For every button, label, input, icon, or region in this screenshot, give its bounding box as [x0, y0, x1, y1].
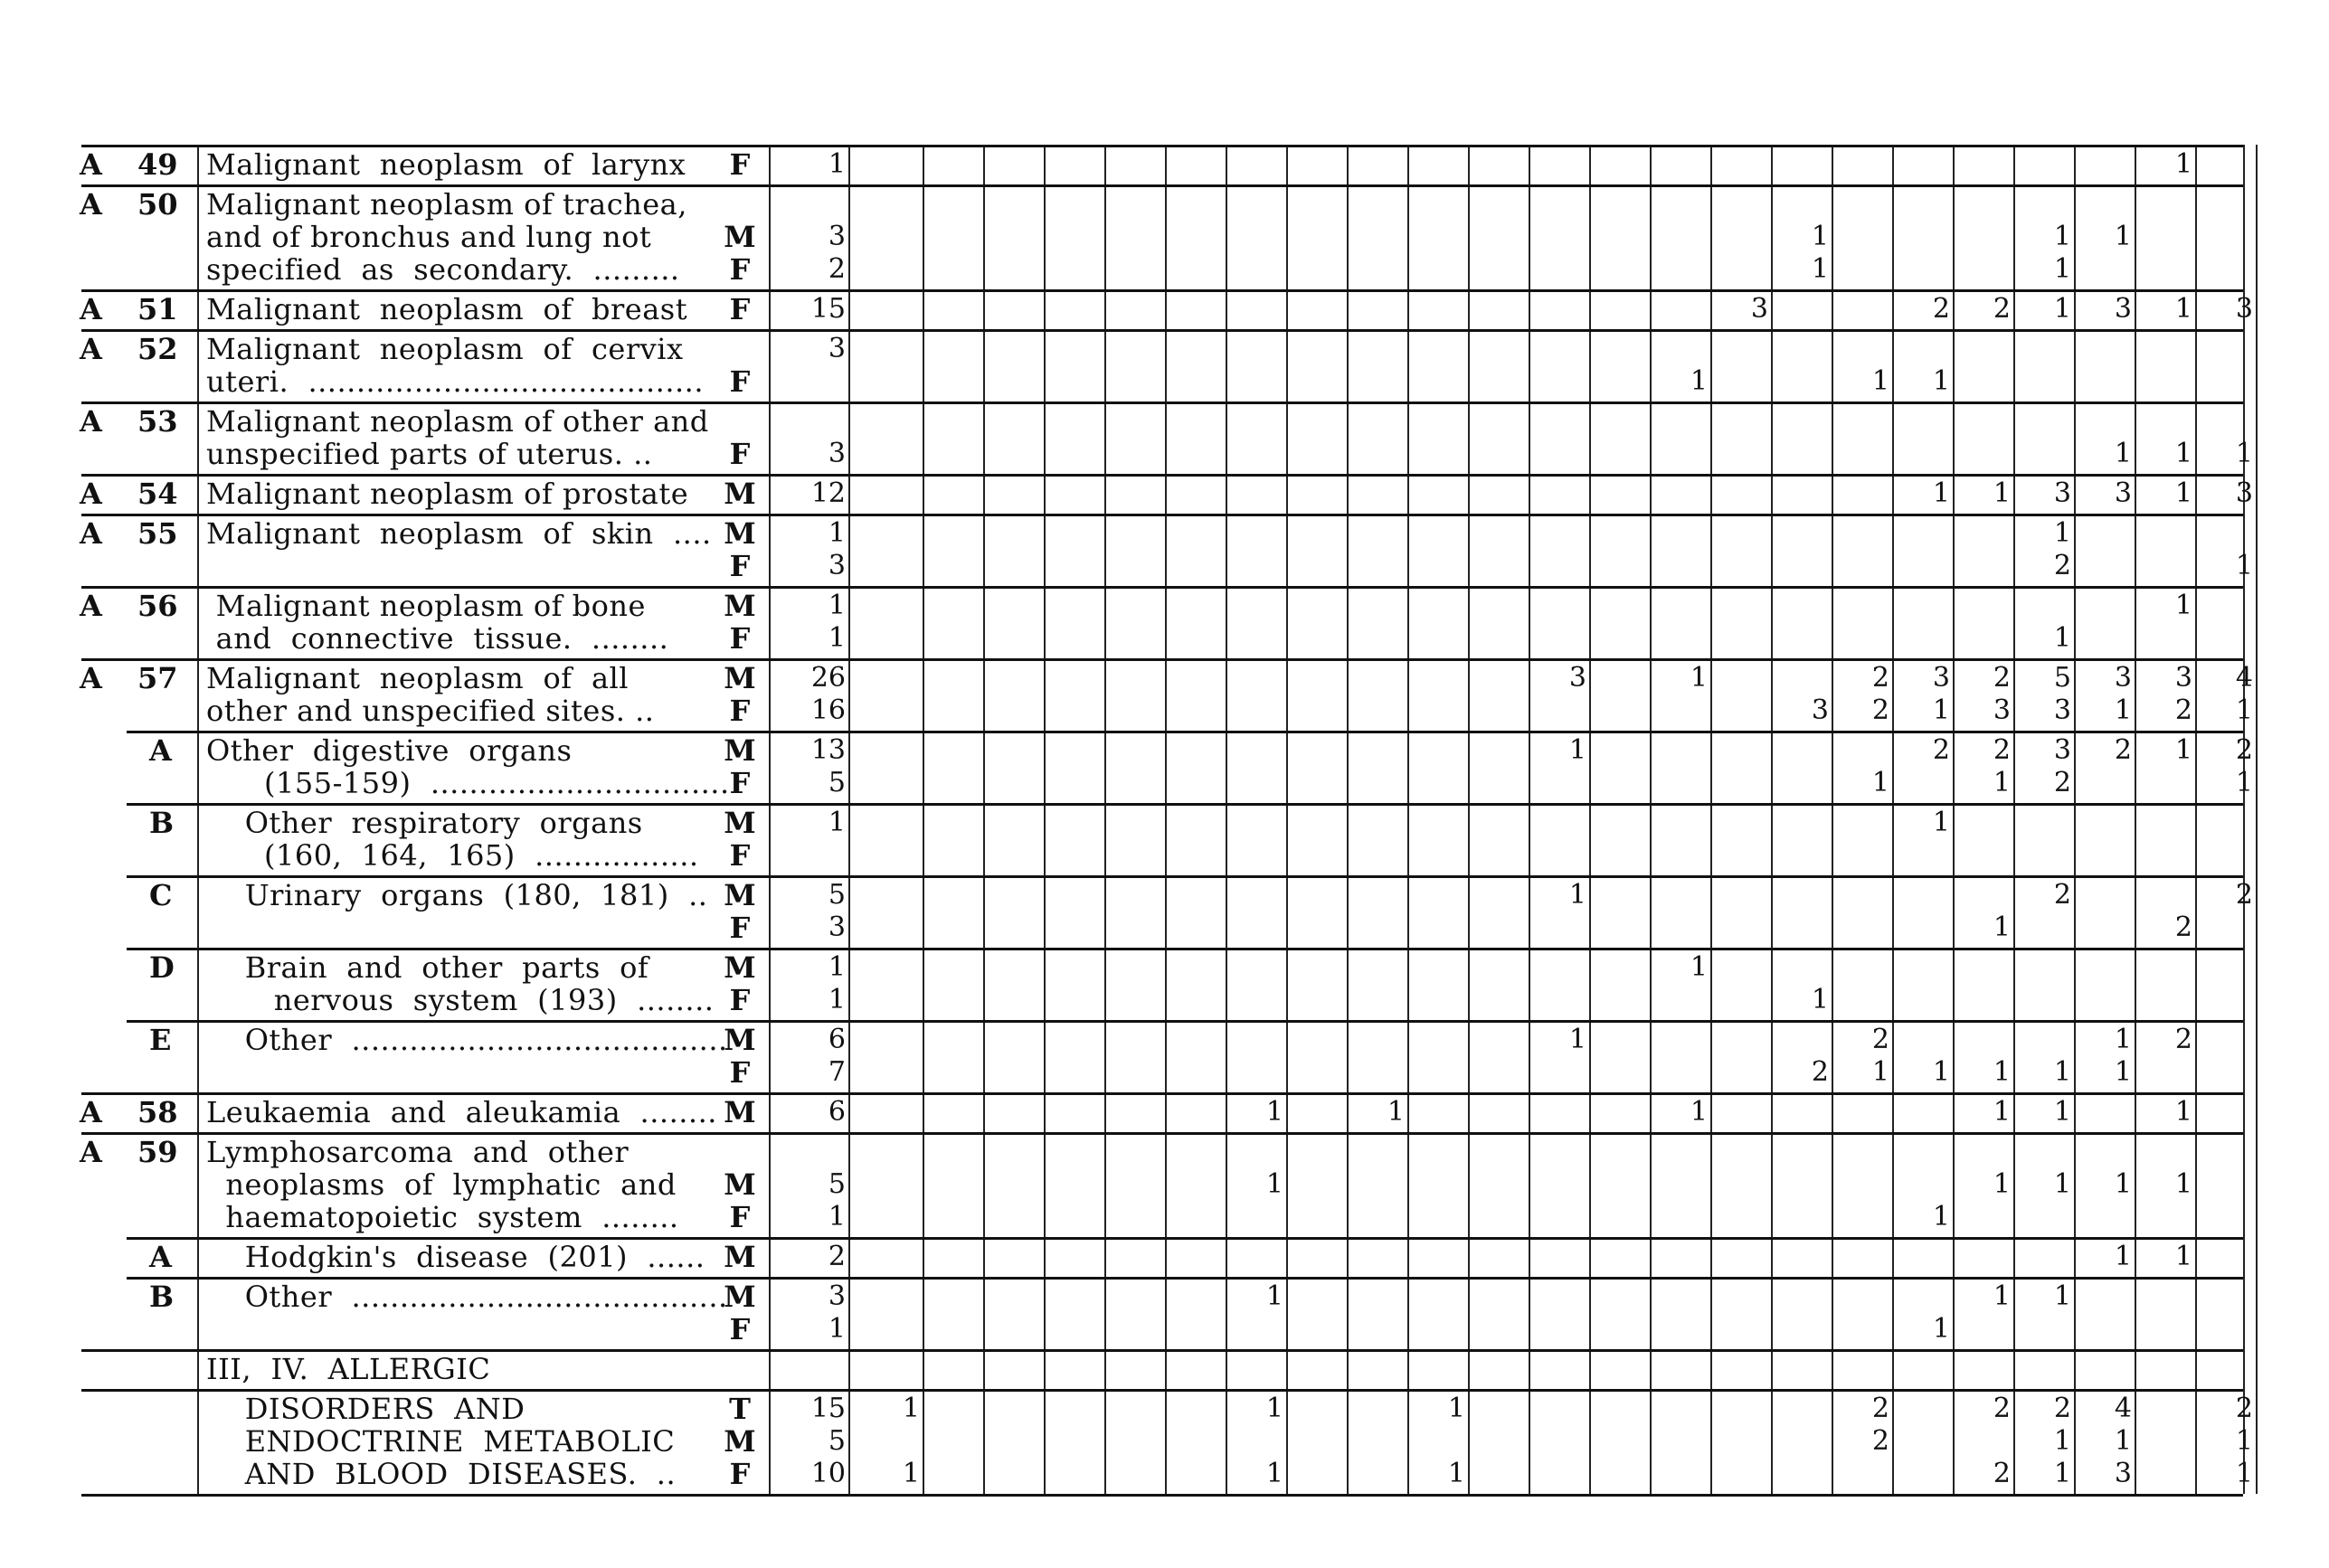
- grid-column-rule: [1650, 145, 1652, 1494]
- row-code: B: [149, 806, 175, 840]
- row-code: 56: [137, 589, 178, 623]
- row-letter: A: [80, 516, 102, 551]
- sex-label: M: [724, 1023, 756, 1057]
- grid-column-rule: [2135, 145, 2136, 1494]
- age-cell-value: 2: [2114, 734, 2132, 766]
- cause-text: and of bronchus and lung not: [206, 220, 652, 254]
- age-cell-value: 2: [1932, 734, 1950, 766]
- sex-label: M: [724, 1095, 756, 1129]
- cause-text: nervous system (193) ........: [206, 983, 715, 1017]
- age-cell-value: 2: [1871, 1425, 1889, 1457]
- total-value: 3: [828, 550, 846, 581]
- grid-column-rule: [1953, 145, 1955, 1494]
- age-cell-value: 1: [2053, 1425, 2071, 1457]
- age-cell-value: 1: [1932, 477, 1950, 509]
- total-value: 1: [828, 807, 846, 838]
- cause-text: ENDOCTRINE METABOLIC: [206, 1424, 676, 1459]
- sex-label: F: [729, 252, 751, 287]
- age-cell-value: 1: [2053, 1280, 2071, 1312]
- row-letter: A: [80, 477, 102, 511]
- age-cell-value: 4: [2114, 1393, 2132, 1424]
- sex-column-rule: [769, 145, 771, 1494]
- age-cell-value: 1: [2114, 1241, 2132, 1272]
- grid-column-rule: [2074, 145, 2076, 1494]
- grid-column-rule: [1226, 145, 1227, 1494]
- cause-text: Hodgkin's disease (201) ......: [206, 1240, 705, 1274]
- age-cell-value: 1: [2114, 1168, 2132, 1200]
- age-cell-value: 1: [1811, 253, 1829, 285]
- age-cell-value: 1: [2053, 1458, 2071, 1489]
- age-cell-value: 2: [2235, 879, 2253, 911]
- age-cell-value: 1: [2114, 1056, 2132, 1088]
- age-cell-value: 1: [2174, 1241, 2192, 1272]
- age-cell-value: 2: [1993, 734, 2011, 766]
- age-cell-value: 2: [1871, 662, 1889, 694]
- age-cell-value: 1: [2174, 148, 2192, 180]
- cause-text: Malignant neoplasm of all: [206, 661, 630, 695]
- sex-label: F: [729, 838, 751, 873]
- age-cell-value: 1: [2053, 253, 2071, 285]
- age-cell-value: 3: [1932, 662, 1950, 694]
- sex-label: M: [724, 950, 756, 985]
- grid-column-rule: [1710, 145, 1712, 1494]
- row-letter: A: [80, 332, 102, 366]
- cause-text: DISORDERS AND: [206, 1392, 525, 1426]
- total-value: 2: [828, 253, 846, 285]
- row-code: E: [149, 1023, 172, 1057]
- total-value: 1: [828, 984, 846, 1015]
- age-cell-value: 1: [2114, 1024, 2132, 1055]
- cause-text: Other .......................................: [206, 1280, 728, 1314]
- age-cell-value: 1: [1993, 477, 2011, 509]
- total-value: 1: [828, 517, 846, 549]
- total-value: 5: [828, 1425, 846, 1457]
- age-cell-value: 1: [1568, 734, 1586, 766]
- grid-column-rule: [1771, 145, 1773, 1494]
- age-cell-value: 2: [1932, 293, 1950, 325]
- age-cell-value: 2: [1993, 1393, 2011, 1424]
- age-cell-value: 1: [2053, 221, 2071, 252]
- age-cell-value: 1: [2114, 1425, 2132, 1457]
- total-value: 1: [828, 148, 846, 180]
- cause-column-rule: [197, 145, 199, 1494]
- grid-column-rule: [1892, 145, 1894, 1494]
- age-cell-value: 1: [1871, 767, 1889, 798]
- row-letter: A: [80, 187, 102, 222]
- cause-text: other and unspecified sites. ..: [206, 694, 655, 728]
- age-cell-value: 1: [2174, 438, 2192, 469]
- cause-text: Malignant neoplasm of prostate: [206, 477, 689, 511]
- age-cell-value: 1: [902, 1458, 920, 1489]
- total-value: 6: [828, 1096, 846, 1128]
- row-code: A: [149, 733, 172, 768]
- row-code: 50: [137, 187, 178, 222]
- age-cell-value: 1: [2053, 293, 2071, 325]
- grid-column-rule: [923, 145, 924, 1494]
- row-letter: A: [80, 589, 102, 623]
- sex-label: M: [724, 1240, 756, 1274]
- age-cell-value: 2: [1993, 1458, 2011, 1489]
- grid-column-rule: [1286, 145, 1288, 1494]
- age-cell-value: 2: [1811, 1056, 1829, 1088]
- age-cell-value: 3: [2114, 477, 2132, 509]
- age-cell-value: 1: [2174, 590, 2192, 621]
- cause-text: unspecified parts of uterus. ..: [206, 437, 653, 471]
- age-cell-value: 1: [1811, 221, 1829, 252]
- age-cell-value: 4: [2235, 662, 2253, 694]
- cause-text: Malignant neoplasm of trachea,: [206, 187, 687, 222]
- cause-text: and connective tissue. ........: [206, 621, 669, 656]
- age-cell-value: 3: [1568, 662, 1586, 694]
- age-cell-value: 3: [1811, 694, 1829, 726]
- sex-label: M: [724, 1424, 756, 1459]
- total-value: 15: [810, 293, 846, 325]
- table-bottom-rule: [81, 1494, 2243, 1497]
- age-cell-value: 1: [2235, 767, 2253, 798]
- grid-column-rule: [1165, 145, 1167, 1494]
- cause-text: Other .......................................: [206, 1023, 728, 1057]
- age-cell-value: 1: [1932, 1056, 1950, 1088]
- grid-column-rule: [1832, 145, 1833, 1494]
- sex-label: F: [729, 549, 751, 583]
- total-value: 3: [828, 221, 846, 252]
- total-value: 1: [828, 1313, 846, 1345]
- grid-column-rule: [2195, 145, 2197, 1494]
- age-cell-value: 1: [2235, 1425, 2253, 1457]
- age-cell-value: 1: [2114, 694, 2132, 726]
- total-value: 1: [828, 951, 846, 983]
- sex-label: F: [729, 621, 751, 656]
- sex-label: M: [724, 878, 756, 912]
- age-cell-value: 1: [1265, 1168, 1283, 1200]
- age-cell-value: 2: [1993, 293, 2011, 325]
- age-cell-value: 2: [1993, 662, 2011, 694]
- age-cell-value: 2: [2174, 694, 2192, 726]
- age-cell-value: 1: [1993, 767, 2011, 798]
- total-value: 7: [828, 1056, 846, 1088]
- age-cell-value: 2: [1871, 694, 1889, 726]
- cause-text: Malignant neoplasm of other and: [206, 404, 709, 439]
- row-letter: A: [80, 404, 102, 439]
- sex-label: F: [729, 292, 751, 326]
- age-cell-value: 1: [1993, 1168, 2011, 1200]
- sex-label: M: [724, 733, 756, 768]
- row-code: D: [149, 950, 175, 985]
- sex-label: M: [724, 1280, 756, 1314]
- row-code: A: [149, 1240, 172, 1274]
- cause-text: uteri. .........................................: [206, 364, 704, 399]
- age-cell-value: 1: [1447, 1393, 1465, 1424]
- total-value: 2: [828, 1241, 846, 1272]
- age-cell-value: 2: [2235, 734, 2253, 766]
- age-cell-value: 1: [2235, 694, 2253, 726]
- row-code: 52: [137, 332, 178, 366]
- age-cell-value: 1: [1690, 365, 1708, 397]
- total-value: 5: [828, 1168, 846, 1200]
- age-cell-value: 2: [2174, 912, 2192, 943]
- row-letter: A: [80, 292, 102, 326]
- grid-column-rule: [1347, 145, 1349, 1494]
- age-cell-value: 1: [1265, 1393, 1283, 1424]
- age-cell-value: 1: [1265, 1096, 1283, 1128]
- sex-label: F: [729, 437, 751, 471]
- age-cell-value: 3: [2114, 293, 2132, 325]
- row-code: 49: [137, 147, 178, 182]
- age-cell-value: 3: [2235, 477, 2253, 509]
- sex-label: M: [724, 661, 756, 695]
- cause-text: Malignant neoplasm of larynx: [206, 147, 686, 182]
- age-cell-value: 2: [2053, 767, 2071, 798]
- total-value: 13: [810, 734, 846, 766]
- total-value: 3: [828, 438, 846, 469]
- cause-text: Other respiratory organs: [206, 806, 643, 840]
- age-cell-value: 1: [2235, 438, 2253, 469]
- age-cell-value: 1: [2174, 477, 2192, 509]
- cause-text: Malignant neoplasm of bone: [206, 589, 646, 623]
- age-cell-value: 1: [1447, 1458, 1465, 1489]
- row-code: 53: [137, 404, 178, 439]
- age-cell-value: 1: [2053, 622, 2071, 654]
- cause-text: Malignant neoplasm of breast: [206, 292, 688, 326]
- grid-column-rule: [2256, 145, 2258, 1494]
- age-cell-value: 2: [2053, 879, 2071, 911]
- total-value: 1: [828, 1201, 846, 1233]
- age-cell-value: 1: [1932, 807, 1950, 838]
- total-value: 6: [828, 1024, 846, 1055]
- sex-label: F: [729, 1457, 751, 1491]
- age-cell-value: 1: [1265, 1280, 1283, 1312]
- grid-column-rule: [1468, 145, 1470, 1494]
- age-cell-value: 1: [2053, 1096, 2071, 1128]
- sex-label: F: [729, 1200, 751, 1234]
- age-cell-value: 1: [1387, 1096, 1405, 1128]
- cause-text: (160, 164, 165) .................: [206, 838, 699, 873]
- cause-text: (155-159) ...............................: [206, 766, 730, 800]
- age-cell-value: 1: [1811, 984, 1829, 1015]
- sex-label: F: [729, 1312, 751, 1346]
- age-cell-value: 1: [1932, 694, 1950, 726]
- sex-label: M: [724, 220, 756, 254]
- sex-label: M: [724, 1167, 756, 1202]
- age-cell-value: 1: [1871, 1056, 1889, 1088]
- sex-label: F: [729, 147, 751, 182]
- age-cell-value: 1: [1932, 1313, 1950, 1345]
- row-code: 51: [137, 292, 178, 326]
- age-cell-value: 2: [1871, 1393, 1889, 1424]
- row-code: C: [149, 878, 173, 912]
- row-code: B: [149, 1280, 175, 1314]
- row-letter: A: [80, 1095, 102, 1129]
- cause-text: specified as secondary. .........: [206, 252, 680, 287]
- total-value: 12: [810, 477, 846, 509]
- grid-column-rule: [1589, 145, 1591, 1494]
- total-value: 1: [828, 622, 846, 654]
- cause-text: haematopoietic system ........: [206, 1200, 679, 1234]
- grid-column-rule: [1044, 145, 1046, 1494]
- age-cell-value: 3: [2235, 293, 2253, 325]
- age-cell-value: 1: [2235, 550, 2253, 581]
- grid-column-rule: [2013, 145, 2015, 1494]
- row-code: 54: [137, 477, 178, 511]
- total-value: 10: [810, 1458, 846, 1489]
- age-cell-value: 1: [2053, 1168, 2071, 1200]
- age-cell-value: 1: [1993, 1096, 2011, 1128]
- age-cell-value: 1: [2174, 1096, 2192, 1128]
- total-value: 3: [828, 1280, 846, 1312]
- age-cell-value: 1: [2053, 517, 2071, 549]
- sex-label: M: [724, 806, 756, 840]
- age-cell-value: 3: [2114, 662, 2132, 694]
- table-right-rule: [2243, 145, 2245, 1494]
- cause-text: Urinary organs (180, 181) ..: [206, 878, 708, 912]
- age-cell-value: 1: [1568, 879, 1586, 911]
- grid-column-rule: [1104, 145, 1106, 1494]
- age-cell-value: 1: [1690, 951, 1708, 983]
- sex-label: F: [729, 1055, 751, 1090]
- row-code: 55: [137, 516, 178, 551]
- sex-label: F: [729, 983, 751, 1017]
- sex-label: M: [724, 516, 756, 551]
- cause-text: neoplasms of lymphatic and: [206, 1167, 677, 1202]
- cause-text: Brain and other parts of: [206, 950, 649, 985]
- cause-text: Malignant neoplasm of skin ....: [206, 516, 712, 551]
- age-cell-value: 1: [1932, 365, 1950, 397]
- grid-column-rule: [1529, 145, 1530, 1494]
- total-value: 15: [810, 1393, 846, 1424]
- grid-column-rule: [848, 145, 850, 1494]
- age-cell-value: 1: [2235, 1458, 2253, 1489]
- cause-text: Malignant neoplasm of cervix: [206, 332, 684, 366]
- total-value: 3: [828, 333, 846, 364]
- age-cell-value: 1: [1871, 365, 1889, 397]
- age-cell-value: 3: [2053, 694, 2071, 726]
- sex-label: F: [729, 766, 751, 800]
- age-cell-value: 1: [2174, 1168, 2192, 1200]
- row-letter: A: [80, 661, 102, 695]
- total-value: 3: [828, 912, 846, 943]
- sex-label: T: [729, 1392, 751, 1426]
- sex-label: F: [729, 911, 751, 945]
- row-code: 58: [137, 1095, 178, 1129]
- age-cell-value: 2: [2235, 1393, 2253, 1424]
- cause-text: Lymphosarcoma and other: [206, 1135, 630, 1169]
- age-cell-value: 1: [2174, 734, 2192, 766]
- grid-column-rule: [1407, 145, 1409, 1494]
- age-cell-value: 3: [2053, 477, 2071, 509]
- age-cell-value: 1: [1690, 1096, 1708, 1128]
- sex-label: F: [729, 694, 751, 728]
- age-cell-value: 1: [1993, 912, 2011, 943]
- age-cell-value: 3: [1993, 694, 2011, 726]
- row-letter: A: [80, 1135, 102, 1169]
- total-value: 1: [828, 590, 846, 621]
- sex-label: M: [724, 477, 756, 511]
- age-cell-value: 1: [1568, 1024, 1586, 1055]
- age-cell-value: 1: [1932, 1201, 1950, 1233]
- age-cell-value: 3: [2174, 662, 2192, 694]
- total-value: 26: [810, 662, 846, 694]
- age-cell-value: 2: [1871, 1024, 1889, 1055]
- total-value: 16: [810, 694, 846, 726]
- grid-column-rule: [983, 145, 985, 1494]
- age-cell-value: 1: [2114, 438, 2132, 469]
- age-cell-value: 2: [2053, 550, 2071, 581]
- cause-text: Leukaemia and aleukamia ........: [206, 1095, 717, 1129]
- row-code: 59: [137, 1135, 178, 1169]
- cause-text: III, IV. ALLERGIC: [206, 1352, 491, 1386]
- age-cell-value: 1: [1993, 1280, 2011, 1312]
- age-cell-value: 1: [2174, 293, 2192, 325]
- sex-label: F: [729, 364, 751, 399]
- total-value: 5: [828, 879, 846, 911]
- age-cell-value: 3: [2114, 1458, 2132, 1489]
- row-letter: A: [80, 147, 102, 182]
- cause-text: AND BLOOD DISEASES. ..: [206, 1457, 677, 1491]
- age-cell-value: 2: [2174, 1024, 2192, 1055]
- age-cell-value: 1: [2114, 221, 2132, 252]
- age-cell-value: 1: [1265, 1458, 1283, 1489]
- age-cell-value: 1: [2053, 1056, 2071, 1088]
- age-cell-value: 1: [1690, 662, 1708, 694]
- age-cell-value: 3: [1750, 293, 1768, 325]
- cause-text: Other digestive organs: [206, 733, 573, 768]
- age-cell-value: 5: [2053, 662, 2071, 694]
- age-cell-value: 1: [902, 1393, 920, 1424]
- sex-label: M: [724, 589, 756, 623]
- total-value: 5: [828, 767, 846, 798]
- age-cell-value: 1: [1993, 1056, 2011, 1088]
- row-code: 57: [137, 661, 178, 695]
- age-cell-value: 3: [2053, 734, 2071, 766]
- age-cell-value: 2: [2053, 1393, 2071, 1424]
